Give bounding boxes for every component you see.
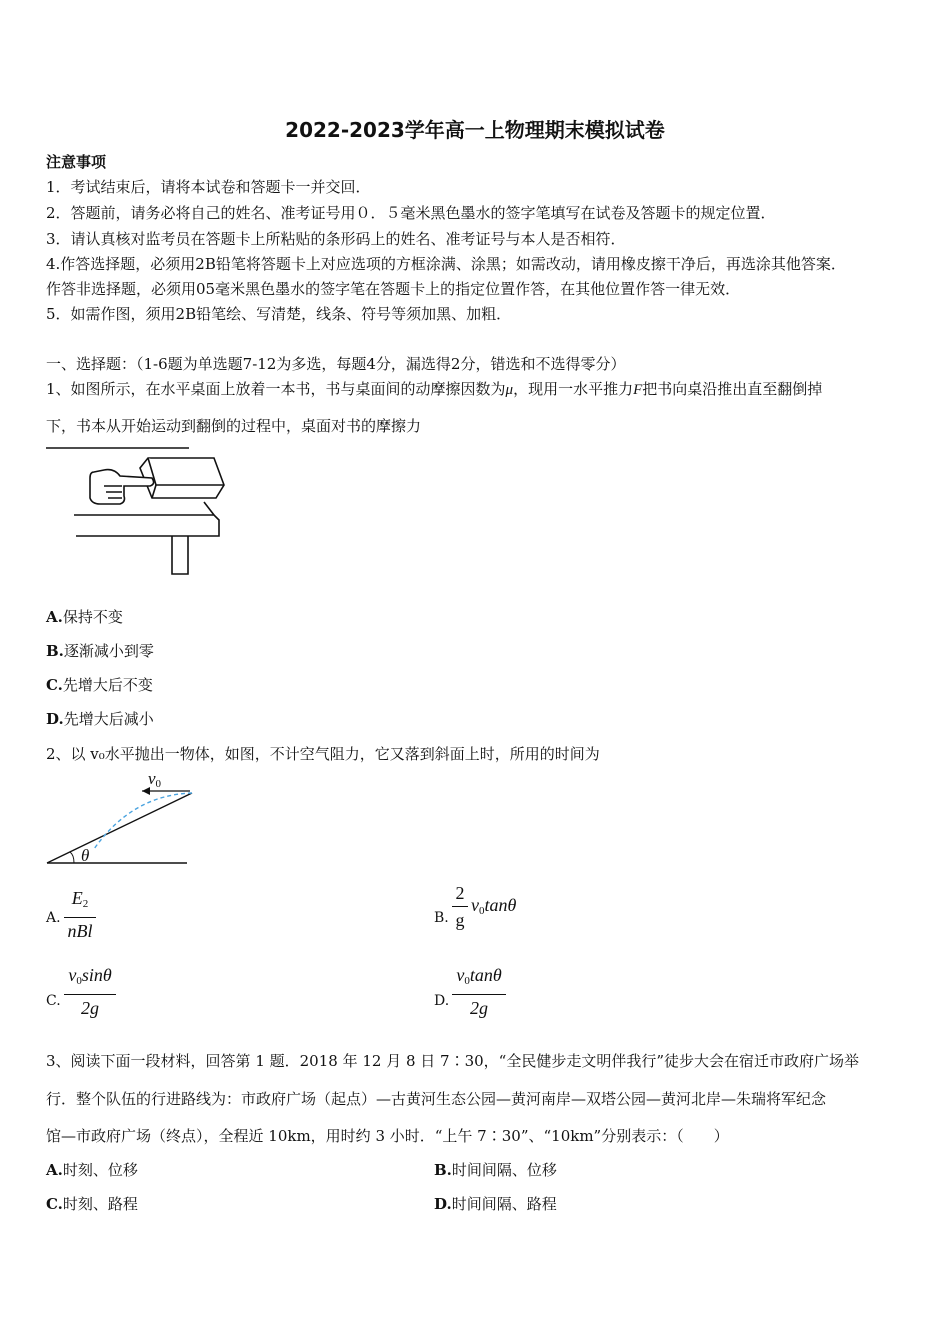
q2-option-d-letter[interactable]: D. — [434, 993, 450, 1009]
option-text: 先增大后减小 — [63, 710, 154, 728]
option-text: 时间间隔、位移 — [451, 1161, 557, 1179]
q2-option-b-rest: $v_0\tan\theta$ — [471, 895, 517, 917]
angle-arc — [70, 852, 74, 863]
q2-figure-incline — [44, 765, 194, 867]
notice-item: 2．答题前，请务必将自己的姓名、准考证号用０．５毫米黑色墨水的签字笔填写在试卷及答题卡的规定位置． — [46, 204, 776, 222]
q2-option-b-letter[interactable]: B. — [434, 910, 449, 926]
fraction-bar — [452, 906, 468, 907]
q1-text: 1、如图所示，在水平桌面上放着一本书，书与桌面间的动摩擦因数为 — [46, 380, 506, 398]
q3-stem-line1: 3、阅读下面一段材料，回答第 1 题．2018 年 12 月 8 日 7∶30，“全民健步走文明伴我行”徒步大会在宿迁市政府广场举 — [46, 1052, 860, 1070]
q2-stem: 2、以 v₀水平抛出一物体，如图，不计空气阻力，它又落到斜面上时，所用的时间为 — [46, 745, 600, 763]
notice-item: 3．请认真核对监考员在答题卡上所粘贴的条形码上的姓名、准考证号与本人是否相符． — [46, 230, 626, 248]
force-symbol: F — [633, 382, 643, 398]
trajectory-curve — [94, 793, 192, 849]
option-letter: C. — [46, 676, 63, 694]
fraction-denominator: 2g — [470, 998, 488, 1018]
notice-item: 1．考试结束后，请将本试卷和答题卡一并交回． — [46, 178, 371, 196]
fraction-numerator: 2 — [455, 883, 465, 903]
q3-stem-line2: 行．整个队伍的行进路线为：市政府广场（起点）—古黄河生态公园—黄河南岸—双塔公园—黄河北岸—朱瑞将军纪念 — [46, 1090, 827, 1108]
option-text: 先增大后不变 — [62, 676, 153, 694]
q2-option-c-letter[interactable]: C. — [46, 993, 61, 1009]
option-letter: B. — [434, 1161, 452, 1179]
q1-figure-book-on-table — [44, 440, 234, 582]
notice-item: 5．如需作图，须用2B铅笔绘、写清楚，线条、符号等须加黑、加粗． — [46, 305, 512, 323]
option-text: 时刻、路程 — [62, 1195, 138, 1213]
option-letter: D. — [46, 710, 64, 728]
fraction-numerator: $E_2$ — [71, 888, 89, 910]
q1-option-d[interactable] — [46, 708, 154, 729]
q1-option-a[interactable] — [46, 606, 123, 627]
option-letter: A. — [46, 608, 63, 626]
q1-stem-line2: 下，书本从开始运动到翻倒的过程中，桌面对书的摩擦力 — [46, 417, 422, 435]
incline-line — [47, 793, 192, 863]
q1-option-c[interactable] — [46, 674, 153, 695]
option-text: 时刻、位移 — [62, 1161, 138, 1179]
q3-option-b[interactable] — [434, 1159, 557, 1180]
fraction-numerator: $v_0\sin\theta$ — [68, 965, 112, 987]
mu-symbol: μ — [505, 382, 514, 398]
q3-option-c[interactable] — [46, 1193, 138, 1214]
theta-label: θ — [81, 846, 90, 865]
fraction-bar — [64, 994, 116, 995]
q1-option-b[interactable] — [46, 640, 154, 661]
fraction-denominator: g — [455, 910, 465, 930]
option-letter: C. — [46, 1195, 63, 1213]
notice-item: 4.作答选择题，必须用2B铅笔将答题卡上对应选项的方框涂满、涂黑；如需改动，请用橡皮擦干净后，再选涂其他答案． — [46, 255, 846, 273]
option-letter: A. — [46, 1161, 63, 1179]
section-heading: 一、选择题：（1-6题为单选题7-12为多选，每题4分，漏选得2分，错选和不选得零分） — [46, 355, 626, 373]
option-text: 逐渐减小到零 — [63, 642, 154, 660]
fraction-numerator: $v_0\tan\theta$ — [456, 965, 502, 987]
q1-stem-line1 — [46, 378, 822, 399]
option-text: 时间间隔、路程 — [451, 1195, 557, 1213]
q3-stem-line3: 馆—市政府广场（终点），全程近 10km，用时约 3 小时．“上午 7∶30”、“10km”分别表示：（ ） — [46, 1127, 729, 1145]
q3-option-a[interactable] — [46, 1159, 138, 1180]
q2-option-c-formula[interactable] — [64, 964, 116, 1019]
v0-label: $v_0$ — [148, 769, 162, 790]
option-text: 保持不变 — [62, 608, 123, 626]
page-title: 2022-2023学年高一上物理期末模拟试卷 — [285, 118, 665, 142]
q2-option-a-formula[interactable] — [64, 887, 96, 942]
fraction-denominator: 2g — [81, 998, 99, 1018]
fraction-bar — [452, 994, 506, 995]
q1-text: 把书向桌沿推出直至翻倒掉 — [642, 380, 823, 398]
option-letter: B. — [46, 642, 64, 660]
q3-option-d[interactable] — [434, 1193, 557, 1214]
q2-option-a-letter[interactable]: A. — [46, 910, 61, 926]
notice-item: 作答非选择题，必须用05毫米黑色墨水的签字笔在答题卡上的指定位置作答，在其他位置作答一律无效． — [46, 280, 741, 298]
q1-text: ，现用一水平推力 — [513, 380, 634, 398]
fraction-bar — [64, 917, 96, 918]
q2-option-b-formula[interactable] — [452, 882, 468, 931]
fraction-denominator: nBl — [67, 921, 93, 941]
q2-option-d-formula[interactable] — [452, 964, 506, 1019]
notice-heading: 注意事项 — [46, 153, 107, 171]
option-letter: D. — [434, 1195, 452, 1213]
